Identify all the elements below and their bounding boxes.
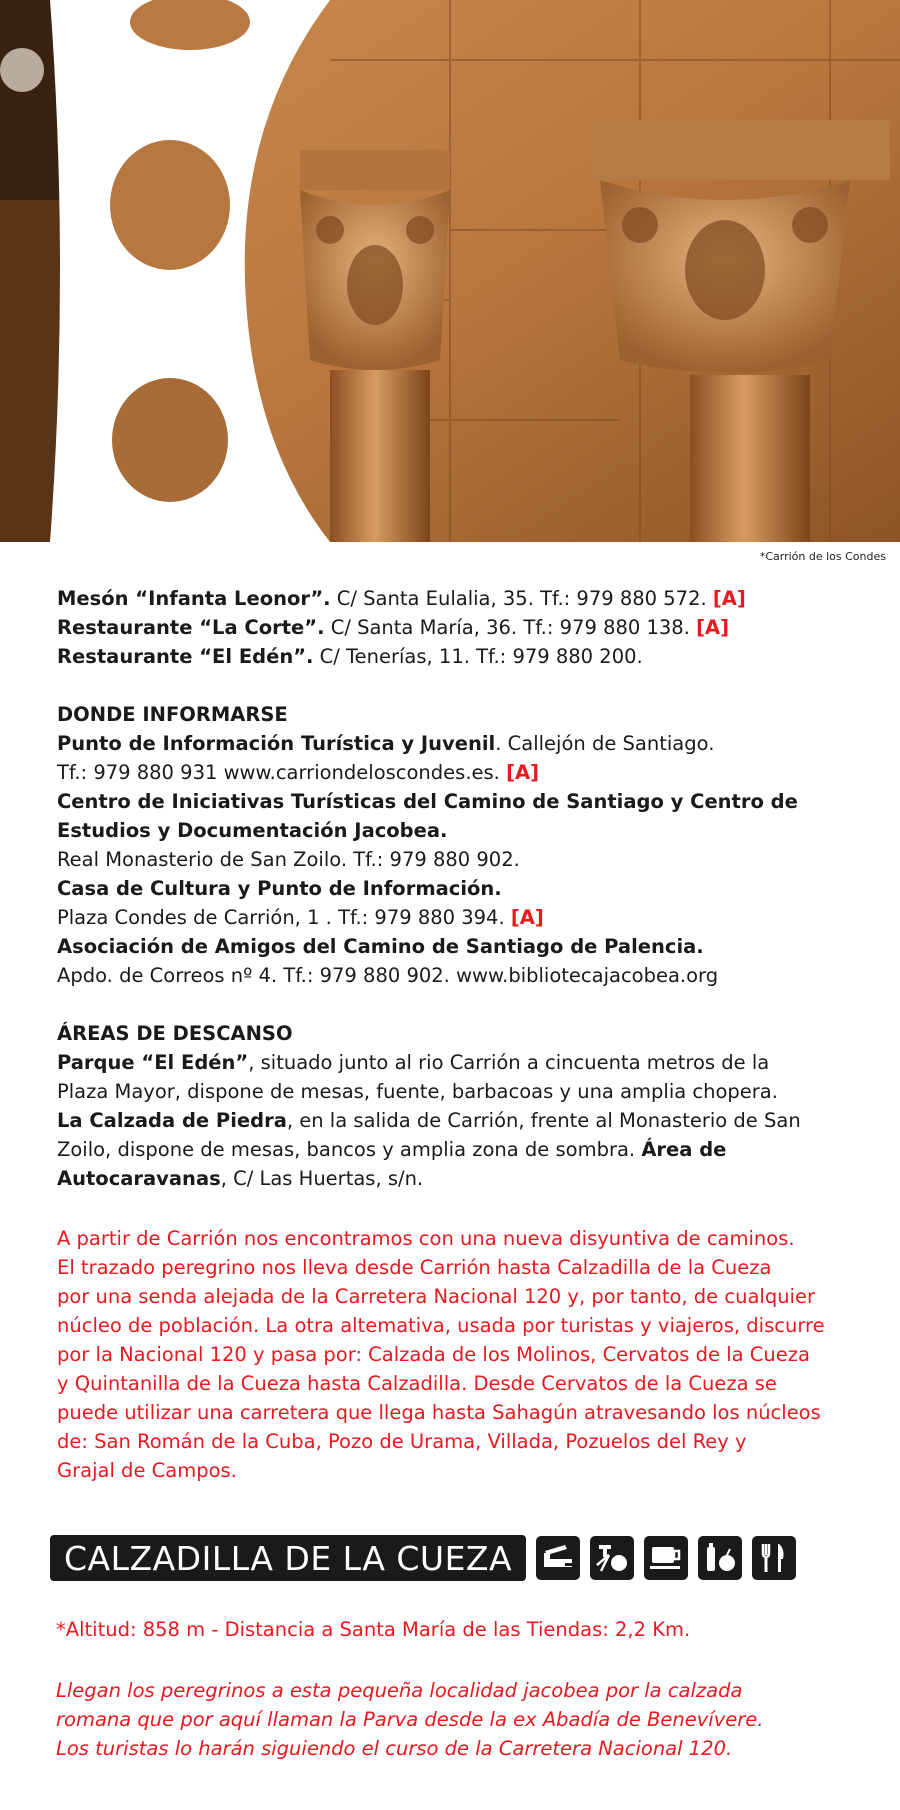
caminos-line: Grajal de Campos.: [57, 1459, 237, 1482]
caminos-line: de: San Román de la Cuba, Pozo de Urama, Villada, Pozuelos del Rey y: [57, 1430, 747, 1453]
descanso-line: Zoilo, dispone de mesas, bancos y amplia zona de sombra. Área de: [57, 1138, 727, 1161]
photo-caption: *Carrión de los Condes: [759, 550, 886, 563]
restaurant-entry: Mesón “Infanta Leonor”. C/ Santa Eulalia, 35. Tf.: 979 880 572. [A]: [57, 587, 746, 610]
info-entry-line: Plaza Condes de Carrión, 1 . Tf.: 979 880 394. [A]: [57, 906, 544, 929]
info-entry: Asociación de Amigos del Camino de Santiago de Palencia.: [57, 935, 704, 958]
descanso-line: Autocaravanas, C/ Las Huertas, s/n.: [57, 1167, 424, 1190]
albergue-icon: [536, 1536, 580, 1580]
romanesque-capitals-photo: [0, 0, 900, 542]
info-entry: Punto de Información Turística y Juvenil. Callejón de Santiago.: [57, 732, 715, 755]
caminos-line: A partir de Carrión nos encontramos con una nueva disyuntiva de caminos.: [57, 1227, 795, 1250]
altitud-line: *Altitud: 858 m - Distancia a Santa María de las Tiendas: 2,2 Km.: [56, 1618, 691, 1641]
restaurant-entry: Restaurante “La Corte”. C/ Santa María, 36. Tf.: 979 880 138. [A]: [57, 616, 730, 639]
town-banner-row: [50, 1534, 796, 1582]
caminos-line: por la Nacional 120 y pasa por: Calzada de los Molinos, Cervatos de la Cueza: [57, 1343, 810, 1366]
section-heading-informarse: DONDE INFORMARSE: [57, 703, 288, 726]
caminos-line: puede utilizar una carretera que llega hasta Sahagún atravesando los núcleos: [57, 1401, 821, 1424]
section-heading-descanso: ÁREAS DE DESCANSO: [57, 1022, 293, 1045]
town-title-banner: CALZADILLA DE LA CUEZA: [50, 1535, 526, 1581]
caminos-line: núcleo de población. La otra altemativa, usada por turistas y viajeros, discurre: [57, 1314, 825, 1337]
intro-line: romana que por aquí llaman la Parva desde la ex Abadía de Benevívere.: [56, 1708, 764, 1731]
cafeteria-icon: [644, 1536, 688, 1580]
descanso-line: Parque “El Edén”, situado junto al rio Carrión a cincuenta metros de la: [57, 1051, 770, 1074]
header-photo: [0, 0, 900, 542]
main-content: [57, 584, 857, 1485]
caminos-line: El trazado peregrino nos lleva desde Carrión hasta Calzadilla de la Cueza: [57, 1256, 772, 1279]
descanso-line: La Calzada de Piedra, en la salida de Carrión, frente al Monasterio de San: [57, 1109, 801, 1132]
info-entry-line: Real Monasterio de San Zoilo. Tf.: 979 880 902.: [57, 848, 520, 871]
caminos-line: por una senda alejada de la Carretera Nacional 120 y, por tanto, de cualquier: [57, 1285, 815, 1308]
fuente-icon: [590, 1536, 634, 1580]
caminos-line: y Quintanilla de la Cueza hasta Calzadilla. Desde Cervatos de la Cueza se: [57, 1372, 777, 1395]
info-entry: Centro de Iniciativas Turísticas del Camino de Santiago y Centro de: [57, 790, 798, 813]
info-entry-line: Estudios y Documentación Jacobea.: [57, 819, 448, 842]
restaurant-entry: Restaurante “El Edén”. C/ Tenerías, 11. Tf.: 979 880 200.: [57, 645, 643, 668]
info-entry-line: Tf.: 979 880 931 www.carriondeloscondes.es. [A]: [57, 761, 540, 784]
info-entry: Casa de Cultura y Punto de Información.: [57, 877, 502, 900]
intro-line: Llegan los peregrinos a esta pequeña localidad jacobea por la calzada: [56, 1679, 743, 1702]
restaurante-icon: [752, 1536, 796, 1580]
tienda-icon: [698, 1536, 742, 1580]
descanso-line: Plaza Mayor, dispone de mesas, fuente, barbacoas y una amplia chopera.: [57, 1080, 778, 1103]
caminos-paragraph: [57, 1224, 857, 1485]
info-entry-line: Apdo. de Correos nº 4. Tf.: 979 880 902. www.bibliotecajacobea.org: [57, 964, 719, 987]
intro-line: Los turistas lo harán siguiendo el curso de la Carretera Nacional 120.: [56, 1737, 733, 1760]
intro-paragraph: [56, 1676, 763, 1763]
